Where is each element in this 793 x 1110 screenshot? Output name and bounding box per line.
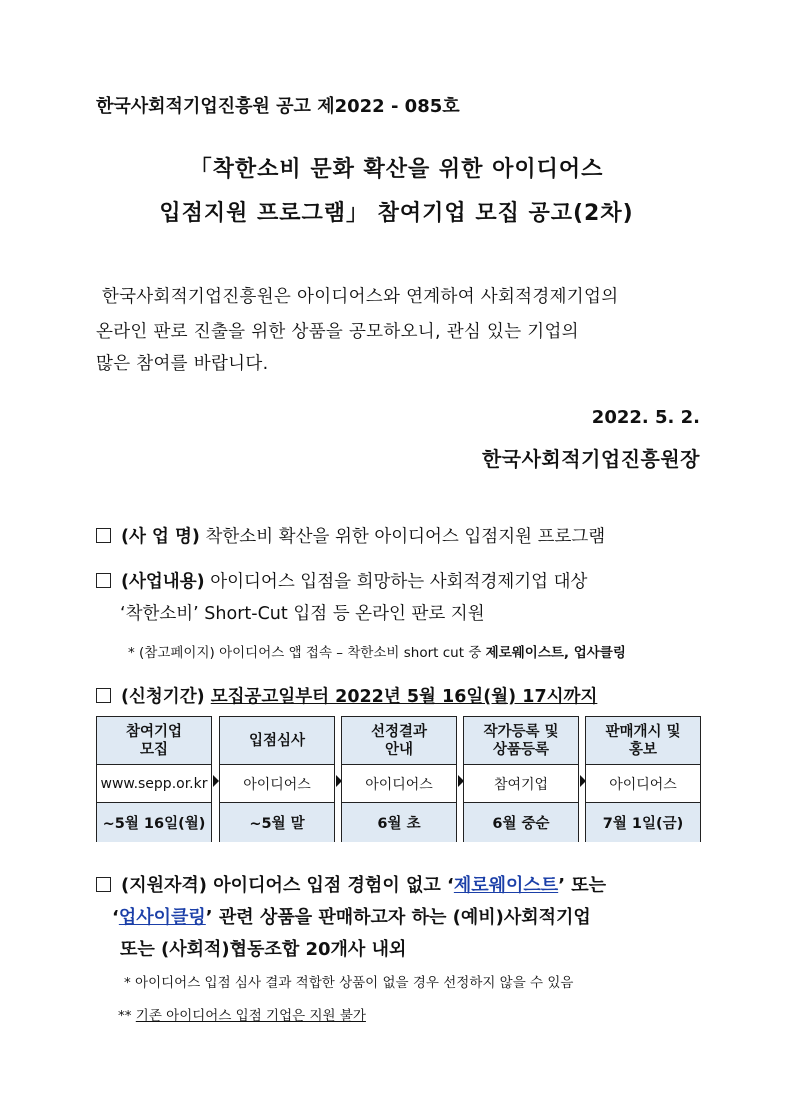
step-header: 선정결과 안내 — [342, 717, 456, 765]
process-step-5 — [585, 716, 701, 842]
business-name-value: 착한소비 확산을 위한 아이디어스 입점지원 프로그램 — [205, 527, 606, 547]
step-schedule: 6월 초 — [342, 803, 456, 842]
checkbox-icon — [96, 528, 111, 543]
business-name-item — [96, 523, 605, 548]
checkbox-icon — [96, 688, 111, 703]
eligibility-label: (지원자격) — [121, 875, 208, 896]
process-step-4 — [463, 716, 579, 842]
application-period-value: 모집공고일부터 2022년 5월 16일(월) 17시까지 — [210, 687, 598, 707]
business-content-line-2: ‘착한소비’ Short-Cut 입점 등 온라인 판로 지원 — [120, 604, 485, 624]
eligibility-note-2: ** 기존 아이디어스 입점 기업은 지원 불가 — [118, 1008, 366, 1024]
reference-note: * (참고페이지) 아이디어스 앱 접속 – 착한소비 short cut 중 제로웨이스트, 업사클링 — [128, 645, 626, 661]
intro-line-3: 많은 참여를 바랍니다. — [96, 354, 269, 374]
application-period-label: (신청기간) — [121, 687, 205, 707]
title-line-2: 입점지원 프로그램」 참여기업 모집 공고(2차) — [159, 201, 634, 226]
step-schedule: 7월 1일(금) — [586, 803, 700, 842]
step-schedule: 6월 중순 — [464, 803, 578, 842]
step-header: 작가등록 및 상품등록 — [464, 717, 578, 765]
checkbox-icon — [96, 573, 111, 588]
application-period-item — [96, 683, 597, 708]
business-content-item — [96, 568, 587, 593]
process-step-1 — [96, 716, 212, 842]
step-responsible: 아이디어스 — [220, 765, 334, 803]
intro-line-2: 온라인 판로 진출을 위한 상품을 공모하오니, 관심 있는 기업의 — [96, 322, 579, 342]
business-content-label: (사업내용) — [121, 572, 205, 592]
business-content-line-1: 아이디어스 입점을 희망하는 사회적경제기업 대상 — [210, 572, 588, 592]
title-line-1: 「착한소비 문화 확산을 위한 아이디어스 — [189, 157, 604, 182]
keyword-upcycling: 업사이클링 — [118, 907, 206, 928]
eligibility-line-2: ‘업사이클링’ 관련 상품을 판매하고자 하는 (예비)사회적기업 — [112, 907, 591, 928]
intro-line-1: 한국사회적기업진흥원은 아이디어스와 연계하여 사회적경제기업의 — [101, 287, 619, 307]
step-responsible: www.sepp.or.kr — [97, 765, 211, 803]
step-responsible: 참여기업 — [464, 765, 578, 803]
business-name-label: (사 업 명) — [121, 527, 200, 547]
notice-number: 한국사회적기업진흥원 공고 제2022 - 085호 — [96, 96, 460, 117]
process-step-2 — [219, 716, 335, 842]
step-responsible: 아이디어스 — [342, 765, 456, 803]
step-schedule: ~5월 16일(월) — [97, 803, 211, 842]
process-step-3 — [341, 716, 457, 842]
eligibility-note-1: * 아이디어스 입점 심사 결과 적합한 상품이 없을 경우 선정하지 않을 수 있음 — [124, 975, 574, 991]
step-schedule: ~5월 말 — [220, 803, 334, 842]
organization-signature: 한국사회적기업진흥원장 — [481, 447, 700, 471]
eligibility-item: (지원자격) 아이디어스 입점 경험이 없고 ‘제로웨이스트’ 또는 — [96, 871, 606, 897]
eligibility-line-3: 또는 (사회적)협동조합 20개사 내외 — [120, 939, 407, 960]
step-responsible: 아이디어스 — [586, 765, 700, 803]
notice-date: 2022. 5. 2. — [591, 407, 700, 428]
step-header: 입점심사 — [220, 717, 334, 765]
keyword-zero-waste: 제로웨이스트 — [453, 875, 559, 896]
step-header: 판매개시 및 홍보 — [586, 717, 700, 765]
checkbox-icon — [96, 877, 111, 892]
step-header: 참여기업 모집 — [97, 717, 211, 765]
